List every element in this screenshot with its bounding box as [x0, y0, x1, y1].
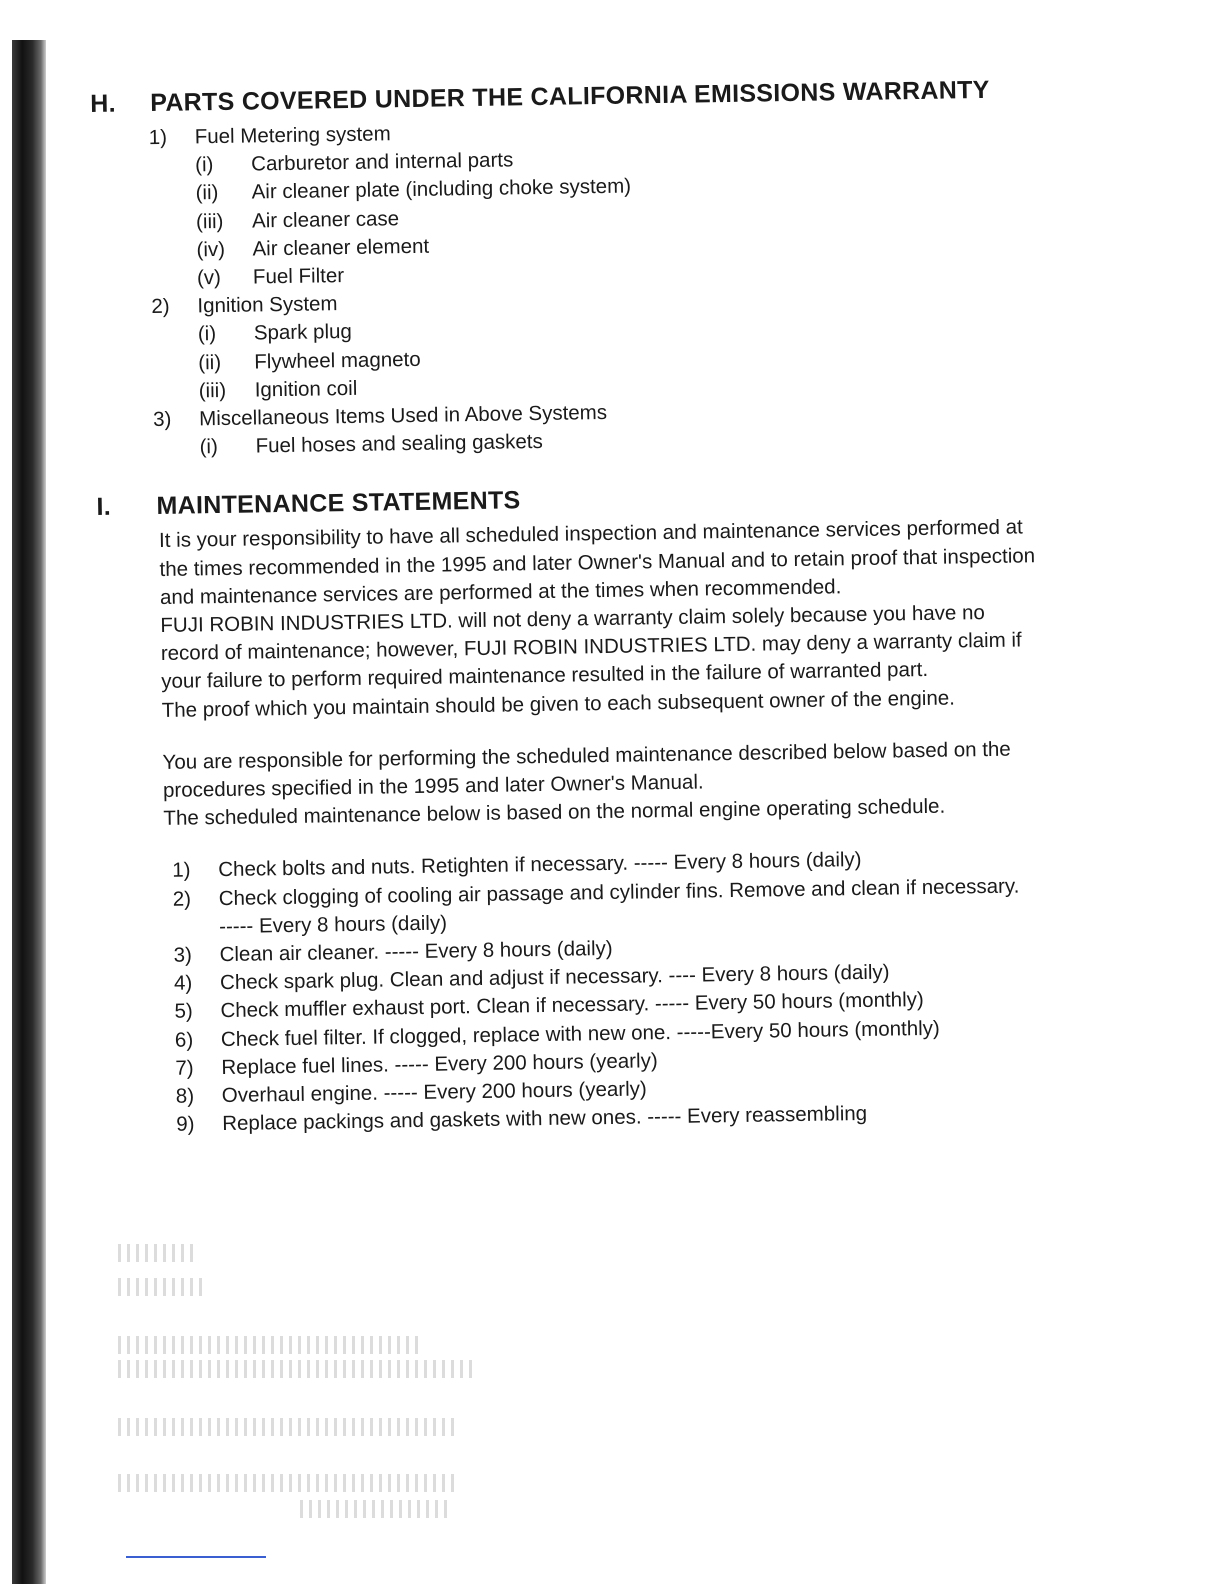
paragraph-line: FUJI ROBIN INDUSTRIES LTD. will not deny a warranty claim solely because you have no: [160, 601, 985, 638]
scan-edge-shadow: [12, 40, 46, 1584]
schedule-text: Check clogging of cooling air passage and cylinder fins. Remove and clean if necessary.: [218, 874, 1020, 910]
schedule-number: 5): [174, 999, 193, 1024]
footer-rule: [126, 1556, 266, 1558]
item-number: (ii): [198, 350, 222, 374]
item-number: (v): [196, 265, 222, 290]
scan-artifact: [118, 1244, 198, 1262]
section-i-letter: I.: [96, 493, 112, 522]
schedule-text: Replace fuel lines. ----- Every 200 hours (yearly): [221, 1049, 658, 1079]
scan-artifact: [118, 1278, 208, 1296]
item-number: (i): [199, 435, 219, 459]
item-text: Air cleaner case: [251, 206, 400, 233]
item-number: (iii): [198, 378, 227, 403]
item-number: (ii): [195, 181, 219, 205]
schedule-text: Check fuel filter. If clogged, replace with new one. -----Every 50 hours (monthly): [220, 1016, 940, 1051]
paragraph-line: It is your responsibility to have all scheduled inspection and maintenance services performed at: [158, 515, 1023, 553]
group-label: Fuel Metering system: [194, 122, 391, 149]
schedule-text: Check spark plug. Clean and adjust if necessary. ---- Every 8 hours (daily): [219, 960, 890, 995]
section-i-title: MAINTENANCE STATEMENTS: [156, 486, 521, 521]
paragraph-line: procedures specified in the 1995 and later Owner's Manual.: [162, 770, 704, 803]
scan-artifact: [118, 1360, 478, 1378]
schedule-number: 4): [173, 971, 193, 996]
schedule-number: 9): [176, 1112, 195, 1137]
item-text: Air cleaner plate (including choke system): [251, 174, 632, 204]
item-text: Carburetor and internal parts: [251, 148, 514, 176]
scan-artifact: [300, 1500, 450, 1518]
item-number: (iv): [196, 237, 226, 262]
section-h-letter: H.: [90, 89, 117, 118]
group-label: Ignition System: [197, 292, 338, 318]
schedule-text: Overhaul engine. ----- Every 200 hours (yearly): [221, 1077, 647, 1108]
section-h-title: PARTS COVERED UNDER THE CALIFORNIA EMISSIONS WARRANTY: [149, 75, 990, 118]
item-text: Flywheel magneto: [254, 347, 421, 374]
item-text: Spark plug: [253, 320, 353, 345]
schedule-continuation: ----- Every 8 hours (daily): [218, 911, 448, 938]
item-text: Air cleaner element: [252, 234, 430, 261]
schedule-text: Replace packings and gaskets with new ones. ----- Every reassembling: [222, 1102, 868, 1136]
group-number: 1): [148, 125, 168, 150]
schedule-text: Check muffler exhaust port. Clean if necessary. ----- Every 50 hours (monthly): [220, 988, 924, 1023]
schedule-number: 1): [172, 858, 191, 883]
scan-artifact: [118, 1418, 458, 1436]
scan-artifact: [118, 1474, 458, 1492]
schedule-number: 7): [175, 1056, 194, 1080]
paragraph-line: record of maintenance; however, FUJI ROBIN INDUSTRIES LTD. may deny a warranty claim if: [160, 628, 1022, 666]
schedule-number: 8): [175, 1084, 195, 1108]
schedule-number: 3): [173, 943, 193, 967]
document-body: [90, 73, 1196, 1140]
schedule-number: 6): [174, 1028, 194, 1052]
paragraph-line: and maintenance services are performed at the times when recommended.: [159, 575, 842, 609]
paragraph-line: The proof which you maintain should be given to each subsequent owner of the engine.: [161, 686, 956, 722]
schedule-number: 2): [172, 887, 192, 911]
maintenance-schedule-list: [102, 841, 1196, 1140]
item-text: Fuel hoses and sealing gaskets: [255, 430, 543, 458]
item-number: (i): [197, 322, 217, 346]
group-number: 3): [153, 407, 172, 432]
responsibility-paragraph: [97, 511, 1190, 726]
scan-artifact: [118, 1336, 418, 1354]
item-text: Ignition coil: [254, 376, 358, 402]
paragraph-line: your failure to perform required maintenance resulted in the failure of warranted part.: [161, 658, 929, 694]
paragraph-line: the times recommended in the 1995 and later Owner's Manual and to retain proof that inspection: [159, 543, 1036, 581]
paragraph-line: The scheduled maintenance below is based on the normal engine operating schedule.: [163, 794, 946, 831]
group-number: 2): [151, 294, 170, 319]
item-number: (iii): [195, 209, 224, 233]
paragraph-line: You are responsible for performing the scheduled maintenance described below based on the: [162, 737, 1011, 774]
item-text: Fuel Filter: [252, 264, 345, 289]
item-number: (i): [195, 153, 214, 177]
schedule-text: Clean air cleaner. ----- Every 8 hours (daily): [219, 936, 613, 967]
parts-list: [91, 108, 1186, 464]
group-label: Miscellaneous Items Used in Above Systems: [198, 400, 608, 431]
schedule-text: Check bolts and nuts. Retighten if necessary. ----- Every 8 hours (daily): [218, 848, 862, 882]
